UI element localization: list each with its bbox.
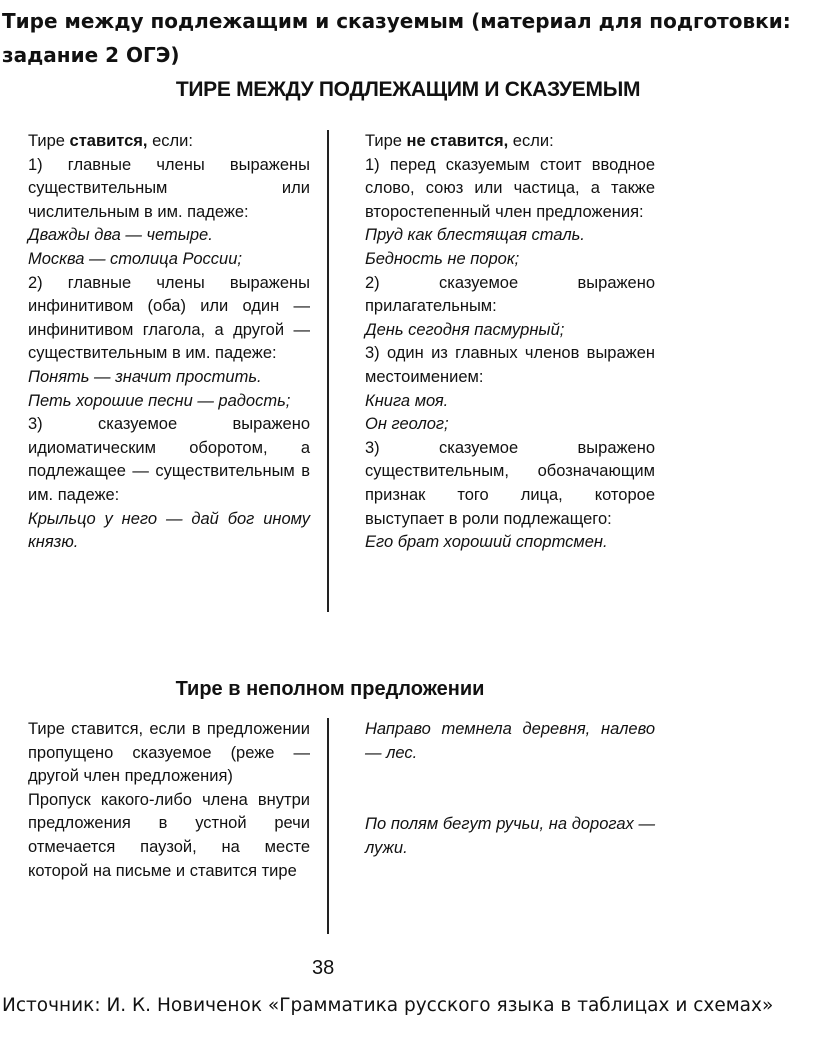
left-rule-3: 3) сказуемое выражено идиоматическим оборотом, а подлежащее — существительным в им. падеже: (28, 415, 310, 504)
right-example: День сегодня пасмурный; (365, 320, 565, 339)
section2-rule-2: Пропуск какого-либо члена внутри предложения в устной речи отмечается паузой, на месте которой на письме и ставится тире (28, 790, 310, 880)
left-intro: Тире ставится, если: (28, 132, 193, 150)
section1-right-column (343, 130, 655, 555)
right-example: Пруд как блестящая сталь. (365, 226, 585, 245)
right-example: Бедность не порок; (365, 249, 520, 268)
left-rule-1: 1) главные члены выражены существительным или числительным в им. падеже: (28, 155, 310, 221)
left-rule-2: 2) главные члены выражены инфинитивом (оба) или один — инфинитивом глагола, а другой — существительным в им. падеже: (28, 273, 310, 363)
page-number: 38 (312, 957, 335, 979)
column-divider (327, 718, 329, 934)
section2-rule-1: Тире ставится, если в предложении пропущено сказуемое (реже — другой член предложения) (28, 720, 310, 786)
section2-example-2: По полям бегут ручьи, на дорогах — лужи. (365, 815, 655, 857)
right-rule-4: 3) сказуемое выражено существительным, обозначающим признак того лица, которое выступает в роли подлежащего: (365, 438, 655, 528)
column-divider (327, 130, 329, 612)
left-example: Москва — столица России; (28, 249, 242, 268)
section2-right-column (343, 718, 655, 860)
section2-title: Тире в неполном предложении (175, 678, 485, 700)
right-example: Он геолог; (365, 415, 449, 434)
source-line: Источник: И. К. Новиченок «Грамматика русского языка в таблицах и схемах» (2, 995, 774, 1016)
left-example: Дважды два — четыре. (28, 226, 213, 245)
right-rule-3: 3) один из главных членов выражен местоимением: (365, 344, 655, 386)
right-rule-1: 1) перед сказуемым стоит вводное слово, союз или частица, а также второстепенный член предложения: (365, 155, 655, 221)
right-rule-2: 2) сказуемое выражено прилагательным: (365, 273, 655, 316)
page-header (2, 4, 802, 72)
section1-title: ТИРЕ МЕЖДУ ПОДЛЕЖАЩИМ И СКАЗУЕМЫМ (175, 78, 641, 101)
left-example: Крыльцо у него — дай бог иному князю. (28, 509, 310, 552)
left-example: Понять — значит простить. (28, 367, 262, 386)
header-line-1: Тире между подлежащим и сказуемым (материал для подготовки: (2, 9, 791, 33)
right-example: Книга моя. (365, 391, 449, 410)
right-intro: Тире не ставится, если: (365, 132, 554, 150)
section2-left-column (6, 718, 310, 883)
header-line-2: задание 2 ОГЭ) (2, 43, 180, 67)
left-example: Петь хорошие песни — радость; (28, 391, 291, 410)
section2-example-1: Направо темнела деревня, налево — лес. (365, 720, 655, 762)
right-example: Его брат хороший спортсмен. (365, 533, 608, 552)
section1-left-column (6, 130, 310, 555)
